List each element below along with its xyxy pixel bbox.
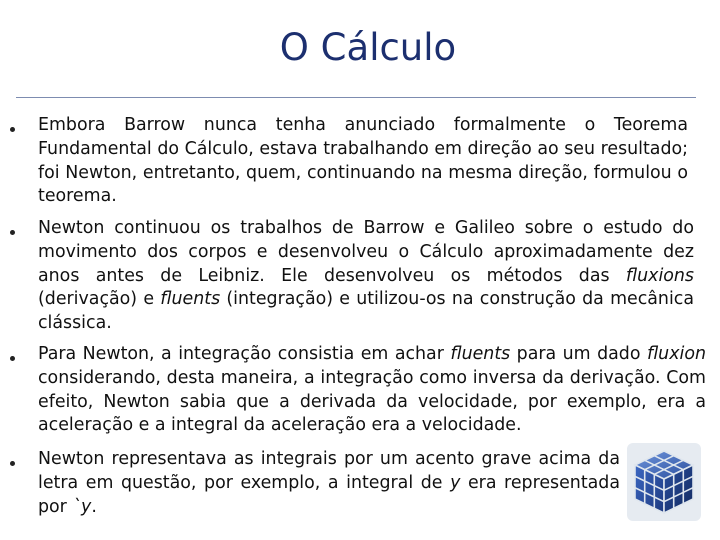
bullet-text bbox=[38, 217, 694, 336]
italic-term: y bbox=[450, 472, 461, 493]
italic-term: `y bbox=[72, 496, 92, 517]
text-run: Newton continuou os trabalhos de Barrow e Galileo sobre o estudo do movimento dos corpos e desenvolveu o Cálculo aproximadamente dez anos antes de Leibniz. Ele desenvolveu os métodos das bbox=[38, 218, 694, 286]
italic-term: fluents bbox=[160, 289, 221, 310]
text-run: Newton representava as integrais por um acento grave acima da letra em questão, por exemplo, a integral de bbox=[38, 449, 620, 493]
text-run: considerando, desta maneira, a integração como inversa da derivação. Com efeito, Newton sabia que a derivada da velocidade, por exemplo, era a aceleração e a integral da aceleração era a velocidade. bbox=[38, 367, 706, 436]
text-run: . bbox=[91, 496, 97, 517]
text-run: era representada por bbox=[38, 472, 620, 517]
bullet-text bbox=[38, 343, 706, 438]
text-run: para um dado bbox=[510, 344, 647, 364]
bullet-dot bbox=[10, 461, 15, 466]
rubiks-cube-icon bbox=[627, 443, 701, 521]
title-divider bbox=[16, 97, 696, 98]
italic-term: fluxion bbox=[646, 344, 706, 364]
text-run: (integração) e utilizou-os na construção da mecânica clássica. bbox=[38, 289, 695, 334]
bullet-dot bbox=[10, 356, 15, 361]
slide-title: O Cálculo bbox=[279, 26, 457, 69]
text-run: (derivação) e bbox=[38, 289, 161, 310]
italic-term: fluxions bbox=[625, 265, 694, 286]
text-run: Embora Barrow nunca tenha anunciado formalmente o Teorema Fundamental do Cálculo, estava trabalhando em direção ao seu resultado; foi Newton, entretanto, quem, continuando na mesma direção, formulou o teorema. bbox=[38, 115, 688, 207]
bullet-text bbox=[38, 448, 620, 519]
bullet-dot bbox=[10, 230, 15, 235]
text-run: Para Newton, a integração consistia em achar bbox=[38, 344, 451, 364]
bullet-dot bbox=[10, 127, 15, 132]
bullet-text bbox=[38, 114, 688, 209]
italic-term: fluents bbox=[450, 344, 511, 364]
